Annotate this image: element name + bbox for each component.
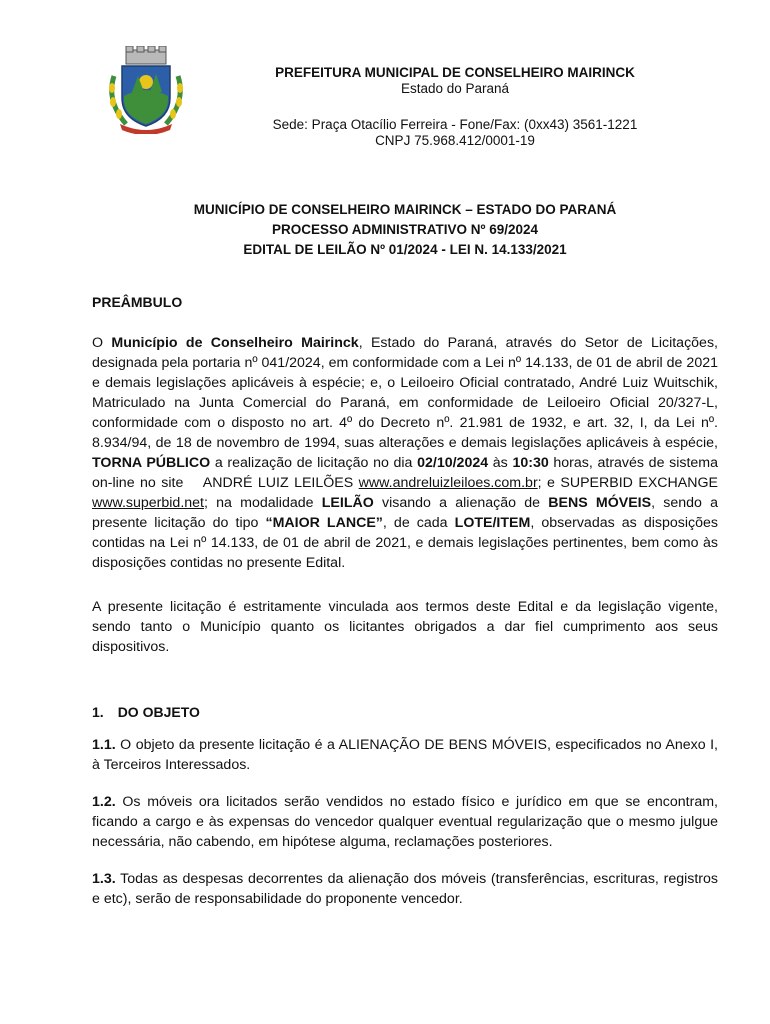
preambulo-paragraph-2: A presente licitação é estritamente vinculada aos termos deste Edital e da legislação vigente, sendo tanto o Município quanto os licitantes obrigados a dar fiel cumprimento aos seus dispositivos. bbox=[92, 599, 718, 655]
title-line-edital: EDITAL DE LEILÃO Nº 01/2024 - LEI N. 14.133/2021 bbox=[243, 242, 567, 257]
coat-of-arms-icon bbox=[104, 46, 188, 134]
header-cnpj: CNPJ 75.968.412/0001-19 bbox=[375, 133, 535, 148]
preambulo-heading: PREÂMBULO bbox=[92, 294, 183, 310]
header-sede: Sede: Praça Otacílio Ferreira - Fone/Fax: (0xx43) 3561-1221 bbox=[272, 117, 638, 132]
title-line-processo: PROCESSO ADMINISTRATIVO Nº 69/2024 bbox=[272, 222, 538, 237]
objeto-item-1-1: 1.1. O objeto da presente licitação é a ALIENAÇÃO DE BENS MÓVEIS, especificados no Anexo I, à Terceiros Interessados. bbox=[92, 737, 718, 773]
preambulo-paragraph-1: O Município de Conselheiro Mairinck, Estado do Paraná, através do Setor de Licitações, designada pela portaria nº 041/2024, em conformidade com a Lei nº 14.133, de 01 de abril de 2021 e demais legislações aplicáveis à espécie; e, o Leiloeiro Oficial contratado, André Luiz Wuitschik, Matriculado na Junta Comercial do Paraná, em conformidade de Leiloeiro Oficial 20/327-L, conformidade com o disposto no art. 4º do Decreto nº. 21.981 de 1932, e art. 32, I, da Lei nº. 8.934/94, de 18 de novembro de 1994, suas alterações e demais legislações aplicáveis à espécie, TORNA PÚBLICO a realização de licitação no dia 02/10/2024 às 10:30 horas, através de sistema on-line no site ANDRÉ LUIZ LEILÕES www.andreluizleiloes.com.br; e SUPERBID EXCHANGE www.superbid.net; na modalidade LEILÃO visando a alienação de BENS MÓVEIS, sendo a presente licitação do tipo “MAIOR LANCE”, de cada LOTE/ITEM, observadas as disposições contidas na Lei nº 14.133, de 01 de abril de 2021, e demais legislações pertinentes, bem como às disposições contidas no presente Edital. bbox=[92, 335, 719, 571]
objeto-heading: 1. DO OBJETO bbox=[92, 704, 200, 720]
objeto-item-1-3: 1.3. Todas as despesas decorrentes da alienação dos móveis (transferências, escrituras, registros e etc), serão de responsabilidade do proponente vencedor. bbox=[92, 871, 718, 907]
title-line-municipio: MUNICÍPIO DE CONSELHEIRO MAIRINCK – ESTADO DO PARANÁ bbox=[193, 202, 617, 217]
header-estado: Estado do Paraná bbox=[400, 81, 510, 96]
andreluiz-leiloes-link[interactable]: www.andreluizleiloes.com.br bbox=[358, 475, 538, 491]
objeto-item-1-2: 1.2. Os móveis ora licitados serão vendidos no estado físico e jurídico em que se encontram, ficando a cargo e às expensas do vencedor qualquer eventual regularização que o mesmo julgue necessária, não cabendo, em hipótese alguma, reclamações posteriores. bbox=[92, 794, 718, 850]
superbid-link[interactable]: www.superbid.net bbox=[92, 495, 204, 511]
header-prefeitura: PREFEITURA MUNICIPAL DE CONSELHEIRO MAIRINCK bbox=[275, 65, 635, 80]
document-title bbox=[92, 200, 718, 260]
